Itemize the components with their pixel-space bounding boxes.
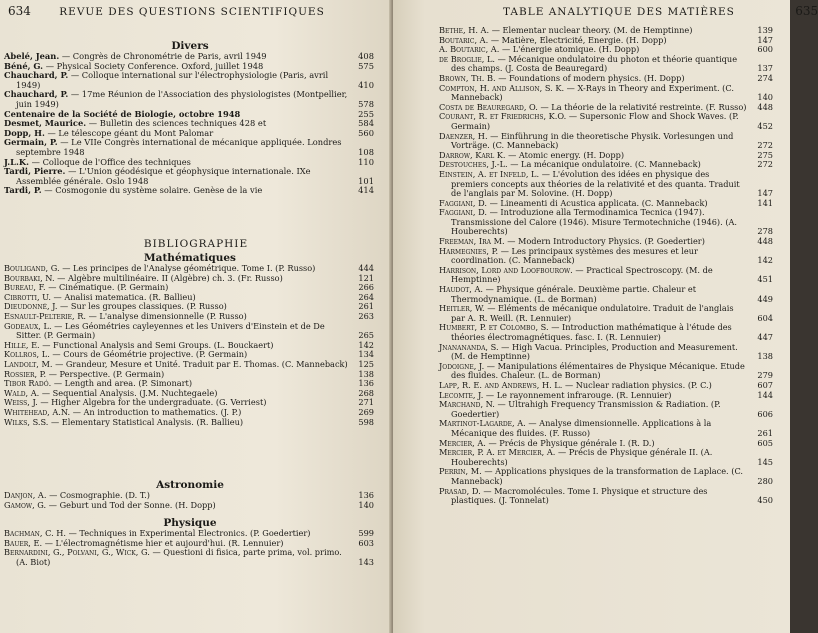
right-running-title: TABLE ANALYTIQUE DES MATIÈRES	[503, 6, 735, 18]
entry-author: Darrow, Karl K.	[439, 149, 506, 160]
entry-title: — Bulletin des sciences techniques 428 et	[88, 118, 267, 129]
entry-author: Jodoigne, J.	[439, 360, 485, 371]
entry-title: — Algèbre multilinéaire. II (Algèbre) ch. 3. (Fr. Russo)	[57, 272, 283, 283]
entry-title: — Mécanique ondulatoire du photon et théorie quantique des champs. (J. Costa de Beauregard)	[451, 53, 738, 74]
entry-page-ref: 269	[358, 406, 374, 417]
entry-page-ref: 560	[358, 127, 374, 138]
entry-page-ref: 145	[757, 456, 773, 467]
entry-title: — Einführung in die theoretische Physik. Vorlesungen und Vorträge. (C. Manneback)	[451, 130, 734, 151]
entry-author: Esnault-Pelterie, R.	[4, 310, 86, 321]
right-page	[393, 0, 818, 633]
entry-author: Bethe, H. A.	[439, 25, 490, 35]
entry-title: — Macromolécules. Tome I. Physique et structure des plastiques. (J. Tonnelat)	[451, 485, 708, 506]
astronomie-section	[4, 479, 376, 510]
entry-author: Perrin, M.	[439, 466, 482, 477]
entry-title: — Précis de Physique générale I. (R. D.)	[488, 437, 655, 448]
entry-page-ref: 266	[358, 282, 374, 293]
physique-heading: Physique	[163, 517, 217, 529]
entry-page-ref: 604	[757, 312, 773, 323]
entry-title: — Introduzione alla Termodinamica Tecnica (1947). Transmissione del Calore (1946). Misure Termotechniche (1946). (A. Houberechts)	[451, 207, 738, 237]
entry-page-ref: 448	[757, 101, 773, 112]
entry-author: Tardi, Pierre.	[4, 166, 66, 177]
physique-list	[4, 529, 376, 567]
entry-author: Germain, P.	[4, 137, 58, 148]
index-entry	[4, 418, 376, 428]
entry-page-ref: 121	[358, 272, 374, 283]
entry-title: — Practical Spectroscopy. (M. de Hemptinne)	[451, 264, 713, 285]
entry-author: Chauchard, P.	[4, 70, 69, 81]
entry-author: Marchand, N.	[439, 399, 495, 410]
entry-page-ref: 575	[358, 60, 374, 71]
entry-author: Bourbaki, N.	[4, 272, 55, 283]
divers-section	[4, 40, 376, 196]
index-entry	[4, 71, 376, 90]
index-entry	[439, 487, 775, 506]
entry-author: Dopp, H.	[4, 127, 45, 138]
entry-author: Whitehead, A.N.	[4, 406, 71, 417]
entry-title: — Les Géométries cayleyennes et les Univers d'Einstein et de De Sitter. (P. Germain)	[16, 320, 325, 341]
entry-author: Landolt, M.	[4, 358, 53, 369]
entry-author: Harrison, Lord and Loofbourow.	[439, 264, 573, 275]
entry-title: — Elementary Statistical Analysis. (R. Ballieu)	[51, 416, 244, 427]
physique-continued-list	[439, 26, 775, 506]
entry-title: — Geburt und Tod der Sonne. (H. Dopp)	[48, 499, 216, 510]
index-entry	[439, 132, 775, 151]
entry-title: — Sequential Analysis. (J.M. Nuchtegaele)	[41, 387, 218, 398]
index-entry	[4, 90, 376, 109]
entry-title: — Manipulations élémentaires de Physique Mécanique. Etude des fluides. Chaleur. (L. de Borman)	[451, 360, 745, 381]
index-entry	[439, 84, 775, 103]
entry-author: Courant, R. et Friedrichs, K.O.	[439, 111, 567, 122]
entry-title: — Techniques in Experimental Electronics. (P. Goedertier)	[68, 528, 311, 538]
entry-page-ref: 144	[757, 389, 773, 400]
entry-page-ref: 141	[757, 197, 773, 208]
entry-page-ref: 414	[358, 185, 374, 196]
mathematiques-section	[4, 252, 376, 427]
entry-page-ref: 408	[358, 51, 374, 61]
entry-title: — Lineamenti di Acustica applicata. (C. Manneback)	[489, 197, 708, 208]
index-entry	[4, 501, 376, 511]
right-page-number: 635	[795, 4, 818, 18]
entry-page-ref: 137	[757, 63, 773, 74]
index-entry	[439, 323, 775, 342]
index-entry	[439, 448, 775, 467]
entry-title: — An introduction to mathematics. (J. P.)	[72, 406, 242, 417]
entry-page-ref: 605	[757, 437, 773, 448]
index-entry	[439, 112, 775, 131]
entry-page-ref: 278	[757, 226, 773, 237]
entry-title: — Ultrahigh Frequency Transmission & Radiation. (P. Goedertier)	[451, 399, 721, 419]
entry-page-ref: 584	[358, 118, 374, 129]
entry-title: — Supersonic Flow and Shock Waves. (P. Germain)	[451, 111, 739, 131]
entry-author: Faggiani, D.	[439, 197, 488, 208]
physique-section	[4, 517, 376, 567]
entry-author: Brown, Th. B.	[439, 72, 496, 83]
left-running-title: REVUE DES QUESTIONS SCIENTIFIQUES	[59, 6, 325, 18]
entry-title: — Le rayonnement infrarouge. (R. Lennuier)	[485, 389, 672, 400]
entry-title: — Physique générale. Deuxième partie. Chaleur et Thermodynamique. (L. de Borman)	[451, 284, 697, 304]
entry-title: — Le VIIe Congrès international de mécanique appliquée. Londres septembre 1948	[16, 137, 342, 157]
entry-title: — L'énergie atomique. (H. Dopp)	[501, 44, 640, 55]
index-entry	[439, 247, 775, 266]
entry-page-ref: 448	[757, 236, 773, 247]
entry-page-ref: 450	[757, 495, 773, 506]
index-entry	[439, 170, 775, 199]
mathematiques-list	[4, 264, 376, 427]
entry-author: Kollros, L.	[4, 349, 50, 360]
entry-page-ref: 140	[757, 92, 773, 103]
entry-title: — Cosmographie. (D. T.)	[49, 490, 150, 500]
entry-author: Mercier, P. A. et Mercier, A.	[439, 447, 556, 458]
entry-page-ref: 452	[757, 120, 773, 131]
entry-author: Harmegnies, P.	[439, 245, 499, 256]
entry-title: — Cinématique. (P. Germain)	[48, 282, 169, 293]
entry-page-ref: 101	[358, 175, 374, 186]
entry-title: — Length and area. (P. Simonart)	[53, 378, 193, 389]
entry-page-ref: 264	[358, 291, 374, 302]
entry-author: Martinot-Lagarde, A.	[439, 418, 526, 429]
entry-page-ref: 606	[757, 408, 773, 419]
entry-author: Jnanananda, S.	[439, 341, 499, 352]
entry-title: — L'électromagnétisme hier et aujourd'hui. (R. Lennuier)	[44, 537, 284, 548]
index-entry	[439, 343, 775, 362]
entry-author: Wald, A.	[4, 387, 40, 398]
index-entry	[439, 208, 775, 237]
index-entry	[439, 304, 775, 323]
entry-author: Lecomte, J.	[439, 389, 484, 400]
entry-author: Boutaric, A.	[439, 34, 489, 45]
entry-page-ref: 138	[757, 351, 773, 362]
entry-page-ref: 147	[757, 34, 773, 45]
entry-page-ref: 603	[358, 537, 374, 548]
entry-page-ref: 265	[358, 330, 374, 341]
entry-page-ref: 451	[757, 274, 773, 285]
astronomie-list	[4, 491, 376, 510]
entry-page-ref: 125	[358, 358, 374, 369]
entry-title: — L'analyse dimensionnelle (P. Russo)	[88, 310, 247, 321]
entry-page-ref: 600	[757, 44, 773, 55]
entry-page-ref: 261	[358, 301, 374, 312]
entry-author: Faggiani, D.	[439, 207, 488, 218]
entry-title: — Physical Society Conference. Oxford, juillet 1948	[45, 60, 264, 71]
entry-page-ref: 410	[358, 79, 374, 90]
entry-author: Centenaire de la Société de Biologie, octobre 1948	[4, 108, 241, 119]
entry-title: — Grandeur, Mesure et Unité. Traduit par E. Thomas. (C. Manneback)	[55, 358, 348, 369]
entry-page-ref: 110	[358, 156, 374, 167]
index-entry	[439, 419, 775, 438]
entry-author: A. Boutaric, A.	[439, 44, 500, 55]
entry-title: — La mécanique ondulatoire. (C. Manneback)	[510, 159, 701, 170]
entry-author: Heitler, W.	[439, 303, 485, 314]
entry-author: Danjon, A.	[4, 490, 47, 500]
entry-author: Destouches, J.-L.	[439, 159, 508, 170]
physique-continued-section	[439, 26, 775, 506]
entry-page-ref: 272	[757, 159, 773, 170]
index-entry	[439, 467, 775, 486]
entry-title: — 17me Réunion de l'Association des physiologistes (Montpellier, juin 1949)	[16, 89, 348, 109]
entry-page-ref: 274	[757, 72, 773, 83]
entry-page-ref: 268	[358, 387, 374, 398]
entry-title: — La théorie de la relativité restreinte. (F. Russo)	[540, 101, 747, 112]
entry-page-ref: 279	[757, 370, 773, 381]
entry-title: — Questioni di fisica, parte prima, vol. primo. (A. Biot)	[16, 547, 342, 567]
entry-author: Wilks, S.S.	[4, 416, 49, 427]
entry-author: Béné, G.	[4, 60, 44, 71]
entry-author: Cibrotti, U.	[4, 291, 51, 302]
entry-page-ref: 598	[358, 416, 374, 427]
index-entry	[4, 186, 376, 196]
index-entry	[439, 400, 775, 419]
entry-author: Freeman, Ira M.	[439, 236, 505, 247]
entry-author: Bouligand, G.	[4, 263, 60, 273]
entry-author: Bureau, F.	[4, 282, 46, 293]
entry-author: Costa de Beauregard, O.	[439, 101, 538, 112]
entry-page-ref: 134	[358, 349, 374, 360]
entry-title: — Nuclear radiation physics. (P. C.)	[564, 379, 712, 390]
entry-author: Weiss, J.	[4, 397, 38, 408]
entry-author: Godeaux, L.	[4, 320, 52, 331]
entry-title: — Eléments de mécanique ondulatoire. Traduit de l'anglais par A. R. Weill. (R. Lennuier)	[451, 303, 734, 323]
entry-page-ref: 261	[757, 427, 773, 438]
entry-page-ref: 263	[358, 310, 374, 321]
entry-page-ref: 142	[358, 339, 374, 350]
entry-page-ref: 272	[757, 140, 773, 151]
entry-author: J.L.K.	[4, 156, 29, 167]
entry-author: Bauer, E.	[4, 537, 43, 548]
entry-page-ref: 140	[358, 499, 374, 510]
entry-page-ref: 255	[358, 108, 374, 119]
entry-author: Tibor Radó.	[4, 378, 52, 389]
entry-title: — Analyse dimensionnelle. Applications à la Mécanique des fluides. (F. Russo)	[451, 418, 712, 438]
entry-title: — Foundations of modern physics. (H. Dopp)	[498, 72, 685, 83]
entry-author: Rossier, P.	[4, 368, 47, 379]
left-page	[0, 0, 392, 633]
index-entry	[439, 266, 775, 285]
index-entry	[4, 548, 376, 567]
entry-title: — Introduction mathématique à l'étude des théories électromagnétiques. fasc. I. (R. Lennuier)	[451, 322, 732, 342]
entry-title: — Précis de Physique générale II. (A. Houberechts)	[451, 447, 713, 467]
divers-list	[4, 52, 376, 196]
entry-author: Lapp, R. E. and Andrews, H. L.	[439, 379, 563, 390]
entry-author: Bachman, C. H.	[4, 528, 67, 538]
entry-title: — X-Rays in Theory and Experiment. (C. Manneback)	[451, 82, 734, 103]
entry-page-ref: 139	[757, 25, 773, 35]
entry-page-ref: 143	[358, 556, 374, 567]
entry-author: Chauchard, P.	[4, 89, 69, 100]
index-entry	[439, 55, 775, 74]
index-entry	[4, 322, 376, 341]
entry-page-ref: 142	[757, 255, 773, 266]
entry-title: — Le télescope géant du Mont Palomar	[47, 127, 214, 138]
entry-page-ref: 607	[757, 379, 773, 390]
entry-title: — Cours de Géométrie projective. (P. Germain)	[52, 349, 248, 360]
entry-title: — Sur les groupes classiques. (P. Russo)	[60, 301, 227, 312]
left-running-head	[8, 4, 325, 18]
entry-title: — Les principaux systèmes des mesures et leur coordination. (C. Manneback)	[451, 245, 698, 266]
entry-title: — Cosmogonie du système solaire. Genèse de la vie	[44, 185, 263, 196]
entry-title: — L'Union géodésique et géophysique internationale. IXe Assemblée générale. Oslo 1948	[16, 166, 311, 186]
entry-page-ref: 599	[358, 528, 374, 538]
entry-title: — Congrès de Chronométrie de Paris, avril 1949	[61, 51, 267, 61]
bibliographie-heading: BIBLIOGRAPHIE	[143, 238, 249, 250]
mathematiques-heading: Mathématiques	[144, 252, 236, 264]
entry-page-ref: 447	[757, 332, 773, 342]
entry-title: — Functional Analysis and Semi Groups. (L. Bouckaert)	[42, 339, 274, 350]
entry-author: Dieudonné, J.	[4, 301, 58, 312]
index-entry	[439, 362, 775, 381]
entry-title: — Atomic energy. (H. Dopp)	[508, 149, 625, 160]
entry-author: Prasad, D.	[439, 485, 481, 496]
entry-title: — Modern Introductory Physics. (P. Goedertier)	[507, 236, 705, 247]
entry-author: Desmet, Maurice.	[4, 118, 87, 129]
entry-page-ref: 449	[757, 293, 773, 304]
index-entry	[439, 285, 775, 304]
entry-title: — Les principes de l'Analyse géométrique. Tome I. (P. Russo)	[62, 263, 316, 273]
entry-author: Einstein, A. et Infeld, L.	[439, 168, 540, 179]
entry-title: — Matière, Electricité, Energie. (H. Dopp)	[490, 34, 667, 45]
astronomie-heading: Astronomie	[156, 479, 224, 491]
entry-author: Tardi, P.	[4, 185, 42, 196]
entry-page-ref: 280	[757, 475, 773, 486]
entry-author: Mercier, A.	[439, 437, 486, 448]
entry-page-ref: 147	[757, 188, 773, 199]
entry-title: — L'évolution des idées en physique des premiers concepts aux théories de la relativité et des quanta. Traduit de l'anglais par M. Solovine. (H. Dopp)	[451, 168, 740, 199]
entry-author: Humbert, P. et Colombo, S.	[439, 322, 549, 333]
left-page-number: 634	[8, 4, 31, 18]
entry-page-ref: 444	[358, 263, 374, 273]
entry-page-ref: 136	[358, 378, 374, 389]
entry-title: — Elementar nuclear theory. (M. de Hemptinne)	[491, 25, 693, 35]
entry-title: — Applications physiques de la transformation de Laplace. (C. Manneback)	[451, 466, 744, 486]
entry-title: — Colloque international sur l'électrophysiologie (Paris, avril 1949)	[16, 70, 329, 90]
entry-page-ref: 578	[358, 98, 374, 109]
entry-author: de Broglie, L.	[439, 53, 496, 64]
entry-title: — Colloque de l'Office des techniques	[31, 156, 191, 167]
entry-author: Compton, H. and Allison, S. K.	[439, 82, 565, 93]
entry-title: — Higher Algebra for the undergraduate. (G. Verriest)	[40, 397, 267, 408]
entry-page-ref: 138	[358, 368, 374, 379]
entry-title: — High Vacua. Principles, Production and Measurement. (M. de Hemptinne)	[451, 341, 738, 362]
entry-author: Abelé, Jean.	[4, 51, 60, 61]
entry-author: Hille, E.	[4, 339, 40, 350]
entry-page-ref: 271	[358, 397, 374, 408]
entry-author: Daenzer, H.	[439, 130, 488, 141]
entry-page-ref: 275	[757, 149, 773, 160]
entry-page-ref: 136	[358, 490, 374, 500]
entry-author: Haudot, A.	[439, 284, 483, 295]
index-entry	[4, 138, 376, 157]
entry-author: Bernardini, G., Polvani, G., Wick, G.	[4, 547, 150, 558]
entry-page-ref: 108	[358, 146, 374, 157]
entry-author: Gamow, G.	[4, 499, 47, 510]
index-entry	[4, 167, 376, 186]
entry-title: — Perspective. (P. Germain)	[48, 368, 165, 379]
divers-heading: Divers	[171, 40, 209, 52]
entry-title: — Analisi matematica. (R. Ballieu)	[53, 291, 196, 302]
right-running-head	[503, 4, 818, 18]
